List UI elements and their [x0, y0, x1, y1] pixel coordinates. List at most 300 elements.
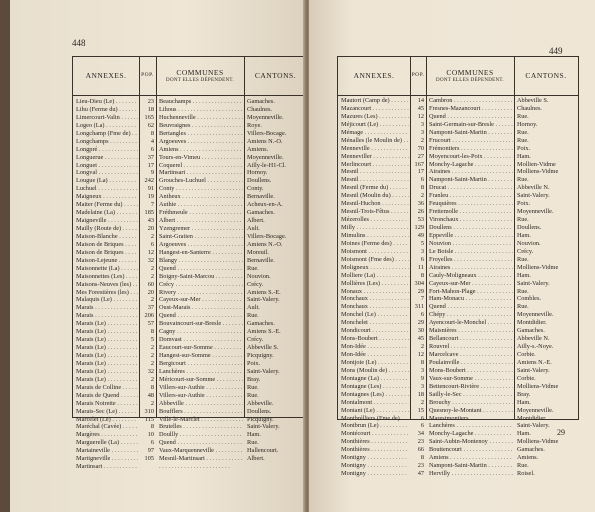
commune-cell: Poulainville . . .: [429, 359, 513, 367]
header-pop: POP.: [141, 72, 154, 79]
commune-cell: Lanchères . . .: [159, 368, 243, 376]
canton-cell: Rue.: [517, 255, 529, 263]
header-communes: [156, 57, 244, 95]
annexe-cell: Marais de Quend . . .: [76, 392, 138, 400]
population-cell: 2: [150, 232, 154, 240]
table-row: [338, 422, 578, 430]
commune-cell: Ville-le-Marclet . . .: [159, 416, 243, 424]
annexe-cell: Longuerue . . .: [76, 154, 138, 162]
table-row: [73, 431, 305, 439]
annexe-cell: Mautort (Camp de) . . .: [341, 97, 409, 105]
table-row: [73, 209, 305, 217]
annexe-cell: Mondicourt . . .: [341, 327, 409, 335]
canton-cell: Saint-Valery.: [517, 279, 550, 287]
annexe-cell: Merlincourt . . .: [341, 161, 409, 169]
annexe-cell: Longchamp (Fme de) . . .: [76, 130, 138, 138]
canton-cell: Corbie.: [517, 374, 536, 382]
table-row: [73, 463, 305, 471]
annexe-cell: Mon-Idée . . .: [341, 351, 409, 359]
canton-cell: Moyenneville.: [247, 153, 284, 161]
table-row: [73, 177, 305, 185]
commune-cell: Domvast . . .: [159, 336, 243, 344]
table-row: [338, 303, 578, 311]
table-row: [73, 162, 305, 170]
canton-cell: Saint-Valery.: [247, 296, 280, 304]
canton-cell: Ault.: [247, 304, 260, 312]
canton-cell: Ham.: [517, 271, 531, 279]
annexe-cell: Moligneux . . .: [341, 264, 409, 272]
canton-cell: Moyenneville.: [247, 113, 284, 121]
table-row: [73, 368, 305, 376]
table-row: [73, 328, 305, 336]
annexe-cell: Mazures (Les) . . .: [341, 113, 409, 121]
commune-cell: Saint-Aubin-Montenoy . . .: [429, 438, 513, 446]
table-row: [338, 224, 578, 232]
commune-cell: [159, 463, 243, 471]
canton-cell: Rue.: [517, 287, 529, 295]
annexe-cell: Montagne (Les) . . .: [341, 383, 409, 391]
annexe-cell: Marais (Le) . . .: [76, 352, 138, 360]
population-cell: 10: [147, 431, 154, 439]
table-row: [338, 407, 578, 415]
table-row: [73, 439, 305, 447]
table-row: [73, 114, 305, 122]
canton-cell: Rue.: [247, 439, 259, 447]
annexe-cell: Maison de Briques . . .: [76, 241, 138, 249]
population-cell: 6: [420, 422, 424, 430]
annexe-cell: Maisons-Neuves (les) . . .: [76, 281, 138, 289]
commune-cell: Bergicourt . . .: [159, 360, 243, 368]
commune-cell: Hervilly . . .: [429, 470, 513, 478]
table-row: [73, 146, 305, 154]
canton-cell: Rue.: [247, 383, 259, 391]
annexe-cell: Mailly (Route de) . . .: [76, 225, 138, 233]
canton-cell: Rue.: [517, 128, 529, 136]
canton-cell: Chaulnes.: [247, 105, 273, 113]
population-cell: 105: [144, 455, 154, 463]
table-row: [338, 105, 578, 113]
canton-cell: Abbeville N.: [517, 335, 550, 343]
commune-cell: Frémontiers . . .: [429, 145, 513, 153]
table-row: [338, 184, 578, 192]
annexe-cell: Moismont . . .: [341, 248, 409, 256]
commune-cell: Villers-sur-Authie . . .: [159, 392, 243, 400]
annexe-cell: Moines (Ferme des) . . .: [341, 240, 409, 248]
canton-cell: Ault.: [247, 225, 260, 232]
population-cell: 43: [147, 217, 154, 225]
annexe-cell: Lieu-Dieu (Le) . . .: [76, 98, 138, 106]
commune-cell: Yzengremer . . .: [159, 225, 243, 233]
canton-cell: Combles.: [517, 295, 541, 303]
population-cell: 49: [417, 231, 424, 239]
population-cell: 2: [150, 344, 154, 352]
annexe-cell: Maison de Briques . . .: [76, 249, 138, 257]
annexe-cell: Mesnil (Ferme du) . . .: [341, 184, 409, 192]
commune-cell: Monchy-Lagache . . .: [429, 430, 513, 438]
header-annexes: ANNEXES.: [353, 71, 395, 81]
table-header: [73, 57, 305, 96]
canton-cell: Moreuil.: [247, 248, 269, 256]
population-cell: 8: [420, 454, 424, 462]
commune-cell: Marcelcave . . .: [429, 351, 513, 359]
population-cell: 6: [420, 414, 424, 422]
table-row: [338, 327, 578, 335]
population-cell: 8: [150, 328, 154, 336]
commune-cell: Quend . . .: [159, 265, 243, 273]
commune-cell: Méricourt-sur-Somme . . .: [159, 376, 243, 384]
table-row: [338, 256, 578, 264]
header-communes-sub: DONT ELLES DÉPENDENT.: [166, 77, 234, 83]
annexe-cell: Montalmont . . .: [341, 399, 409, 407]
annexe-cell: Mesnil . . .: [341, 176, 409, 184]
table-row: [338, 192, 578, 200]
annexe-cell: Ménalles (le Moulin de) . . .: [341, 137, 409, 145]
canton-cell: Saint-Valery.: [517, 422, 550, 430]
table-row: [73, 249, 305, 257]
commune-cell: Bettencourt-Rivière . . .: [429, 383, 513, 391]
commune-cell: Franleu . . .: [429, 192, 513, 200]
canton-cell: Crécy.: [517, 247, 534, 255]
annexe-cell: Maison-Lejeune . . .: [76, 257, 138, 265]
annexe-cell: Mollières (Les) . . .: [341, 280, 409, 288]
canton-cell: Gamaches.: [517, 327, 545, 335]
commune-cell: Cauly-Moligneaux . . .: [429, 272, 513, 280]
population-cell: 70: [417, 144, 424, 152]
commune-cell: Oust-Marais . . .: [159, 304, 243, 312]
table-row: [338, 288, 578, 296]
canton-cell: Gamaches.: [247, 209, 275, 217]
commune-cell: Huchenneville . . .: [159, 114, 243, 122]
table-row: [338, 351, 578, 359]
table-row: [73, 376, 305, 384]
table-row: [338, 343, 578, 351]
canton-cell: Amiens.: [247, 145, 269, 153]
header-cantons: CANTONS.: [525, 71, 567, 81]
commune-cell: Monchy-Lagache . . .: [429, 161, 513, 169]
canton-cell: Doullens.: [247, 177, 272, 185]
population-cell: 15: [417, 406, 424, 414]
annexe-cell: Montagnes (Les) . . .: [341, 391, 409, 399]
population-cell: 9: [420, 374, 424, 382]
commune-cell: Nouvion . . .: [429, 240, 513, 248]
population-cell: 17: [417, 168, 424, 176]
canton-cell: Corbie.: [517, 351, 536, 358]
commune-cell: Brutelles . . .: [159, 423, 243, 431]
table-row: [73, 241, 305, 249]
canton-cell: Molliens-Vidme: [517, 438, 559, 446]
table-row: [73, 400, 305, 408]
table-row: [73, 193, 305, 201]
canton-cell: Roisel.: [517, 470, 535, 478]
canton-cell: Rue.: [517, 112, 529, 120]
population-cell: 311: [414, 303, 424, 311]
table-row: [73, 281, 305, 289]
population-cell: 7: [150, 201, 154, 209]
commune-cell: Vaux-sur-Somme . . .: [429, 375, 513, 383]
population-cell: 304: [414, 279, 424, 287]
canton-cell: Molliens-Vidme: [517, 168, 559, 176]
table-row: [338, 367, 578, 375]
annexe-cell: Monchel (Le) . . .: [341, 311, 409, 319]
annexe-cell: Marais . . .: [76, 304, 138, 312]
canton-cell: Hallencourt.: [247, 447, 279, 455]
commune-cell: Martinsart . . .: [159, 169, 243, 177]
commune-cell: Rivery . . .: [159, 289, 243, 297]
population-cell: 2: [420, 192, 424, 200]
population-cell: 60: [147, 280, 154, 288]
canton-cell: Ailly-s.-Noye.: [517, 343, 554, 351]
commune-cell: Bertangles . . .: [159, 130, 243, 138]
commune-cell: Fort-Mahon-Plage . . .: [429, 288, 513, 296]
commune-cell: Sailly-le-Sec . . .: [429, 391, 513, 399]
annexe-cell: Marais Noirette . . .: [76, 400, 138, 408]
annexe-cell: Madelaine (La) . . .: [76, 209, 138, 217]
table-row: [338, 161, 578, 169]
table-row: [338, 240, 578, 248]
population-cell: 18: [147, 105, 154, 113]
canton-cell: Hornoy.: [517, 120, 538, 128]
canton-cell: Bray.: [517, 390, 531, 398]
population-cell: 8: [150, 383, 154, 391]
population-cell: 3: [420, 247, 424, 255]
canton-cell: Mollien-Vidme: [517, 160, 556, 168]
canton-cell: Amiens S.-E.: [247, 328, 281, 336]
table-row: [73, 455, 305, 463]
table-row: [338, 145, 578, 153]
table-row: [73, 416, 305, 424]
commune-cell: Boigny-Saint-Marcou . . .: [159, 273, 243, 281]
annexe-cell: Longchamps . . .: [76, 138, 138, 146]
table-row: [73, 320, 305, 328]
annexe-cell: Montjoie (Le) . . .: [341, 359, 409, 367]
commune-cell: Argoeuves . . .: [159, 241, 243, 249]
population-cell: 5: [150, 336, 154, 344]
commune-cell: Cagny . . .: [159, 328, 243, 336]
annexe-cell: Montagne (La) . . .: [341, 375, 409, 383]
annexe-cell: Mimulins . . .: [341, 232, 409, 240]
annexe-cell: Luchuel . . .: [76, 185, 138, 193]
table-row: [338, 375, 578, 383]
table-row: [338, 462, 578, 470]
annexe-cell: Monchelet . . .: [341, 319, 409, 327]
canton-cell: Amiens N.-E.: [517, 358, 552, 366]
annexe-cell: Malaquis (Le) . . .: [76, 296, 138, 304]
population-cell: 36: [417, 200, 424, 208]
header-annexes: ANNEXES.: [85, 71, 127, 81]
canton-cell: Moyenneville.: [517, 406, 554, 414]
commune-cell: Fresnes-Mazancourt . . .: [429, 105, 513, 113]
canton-cell: Abbeville.: [247, 399, 274, 407]
commune-cell: Ayencourt-le-Monchel . . .: [429, 319, 513, 327]
commune-cell: Frettemolle . . .: [429, 208, 513, 216]
annexe-cell: Maigneville . . .: [76, 217, 138, 225]
population-cell: 23: [417, 438, 424, 446]
canton-cell: Saint-Valery.: [517, 366, 550, 374]
canton-cell: Bernaville.: [247, 193, 275, 201]
canton-cell: Abbeville N.: [517, 184, 550, 192]
commune-cell: Drucat . . .: [429, 184, 513, 192]
annexe-cell: Marais (Le) . . .: [76, 344, 138, 352]
commune-cell: Villers-sur-Authie . . .: [159, 384, 243, 392]
population-cell: 14: [417, 97, 424, 104]
commune-cell: Doullly . . .: [159, 431, 243, 439]
population-cell: 12: [417, 351, 424, 358]
canton-cell: Ham.: [517, 398, 531, 406]
population-cell: 6: [420, 176, 424, 184]
canton-cell: Molliens-Vidme: [517, 382, 559, 390]
annexe-cell: Marcelet (Le) . . .: [76, 416, 138, 424]
commune-cell: Brouchy . . .: [429, 399, 513, 407]
table-row: [338, 121, 578, 129]
population-cell: 3: [420, 128, 424, 136]
canton-cell: Gamaches.: [247, 320, 275, 328]
page-number: 449: [549, 46, 563, 56]
population-cell: 23: [147, 98, 154, 105]
population-cell: 2: [150, 359, 154, 367]
annexe-cell: Mesnil . . .: [341, 168, 409, 176]
table-row: [73, 304, 305, 312]
annexe-cell: Marais (Le) . . .: [76, 360, 138, 368]
population-cell: 206: [144, 312, 154, 320]
annexe-cell: Molliere (La) . . .: [341, 272, 409, 280]
population-cell: 8: [420, 271, 424, 279]
commune-cell: Hangest-en-Santerre . . .: [159, 249, 243, 257]
canton-cell: Abbeville S.: [247, 344, 279, 352]
canton-cell: Poix.: [517, 200, 531, 208]
canton-cell: Bray.: [247, 375, 261, 383]
commune-cell: Doullens . . .: [429, 224, 513, 232]
commune-cell: Maisnières . . .: [429, 327, 513, 335]
population-cell: 2: [150, 399, 154, 407]
population-cell: 6: [420, 255, 424, 263]
annexe-cell: Margères . . .: [76, 431, 138, 439]
header-pop: POP.: [411, 72, 425, 79]
table-row: [73, 352, 305, 360]
population-cell: 18: [417, 390, 424, 398]
annexe-cell: Mémage . . .: [341, 129, 409, 137]
annexe-cell: Martigneville . . .: [76, 455, 138, 463]
annexe-cell: Marais (Le) . . .: [76, 336, 138, 344]
canton-cell: Montdidier.: [517, 414, 547, 422]
canton-cell: Ham.: [517, 152, 531, 160]
population-cell: 12: [417, 112, 424, 120]
population-cell: 34: [417, 430, 424, 438]
canton-cell: Ham.: [517, 231, 531, 239]
annexe-cell: Longval . . .: [76, 169, 138, 177]
commune-cell: Amiens . . .: [429, 454, 513, 462]
canton-cell: Ham.: [247, 431, 261, 439]
population-cell: 2: [150, 272, 154, 280]
canton-cell: Hornoy.: [247, 169, 268, 177]
commune-cell: Quend . . .: [159, 312, 243, 320]
commune-cell: Quend . . .: [159, 439, 243, 447]
table-row: [73, 447, 305, 455]
canton-cell: Crécy.: [247, 280, 264, 288]
population-cell: 310: [144, 407, 154, 415]
header-cantons: CANTONS.: [254, 71, 297, 81]
table-row: [73, 130, 305, 138]
table-body: [73, 98, 305, 471]
population-cell: 6: [150, 145, 154, 153]
annexe-cell: Marais . . .: [76, 312, 138, 320]
table-row: [338, 430, 578, 438]
annexe-cell: Maiter (Ferme du) . . .: [76, 201, 138, 209]
annexe-cell: Monthières . . .: [341, 438, 409, 446]
annexe-cell: Marguerelle (La) . . .: [76, 439, 138, 447]
population-cell: 32: [147, 367, 154, 375]
population-cell: 8: [420, 358, 424, 366]
population-cell: 3: [420, 366, 424, 374]
canton-cell: Picquigny.: [247, 415, 274, 423]
population-cell: 57: [147, 320, 154, 328]
table-row: [73, 185, 305, 193]
population-cell: 30: [417, 327, 424, 335]
commune-cell: Frucourt . . .: [429, 137, 513, 145]
commune-cell: Chépy . . .: [429, 311, 513, 319]
table-row: [338, 200, 578, 208]
canton-cell: Bernaville.: [247, 256, 275, 264]
population-cell: 29: [417, 287, 424, 295]
table-row: [338, 272, 578, 280]
commune-cell: Le Boisle . . .: [429, 248, 513, 256]
annexe-cell: Montigny . . .: [341, 462, 409, 470]
table-row: [73, 138, 305, 146]
population-cell: 165: [144, 113, 154, 121]
commune-cell: Bouttencourt . . .: [429, 446, 513, 454]
table-body: [338, 97, 578, 478]
commune-cell: Feuquières . . .: [429, 200, 513, 208]
footer-number: 29: [557, 428, 565, 437]
population-cell: 97: [147, 447, 154, 455]
annexe-cell: Maison-Blanche . . .: [76, 233, 138, 241]
canton-cell: Rue.: [247, 264, 259, 272]
commune-cell: Eaucourt-sur-Somme . . .: [159, 344, 243, 352]
table-row: [73, 360, 305, 368]
table-row: [338, 280, 578, 288]
commune-cell: Crécy . . .: [159, 281, 243, 289]
commune-cell: Grouches-Luchuel . . .: [159, 177, 243, 185]
table-row: [73, 312, 305, 320]
table-row: [338, 415, 578, 423]
canton-cell: Poix.: [517, 144, 531, 152]
canton-cell: Rue.: [247, 391, 259, 399]
annexe-cell: Martinsart . . .: [76, 463, 138, 471]
annexe-cell: Méjicourt (Le) . . .: [341, 121, 409, 129]
canton-cell: Rue.: [517, 176, 529, 184]
canton-cell: Abbeville S.: [517, 97, 549, 104]
population-cell: 115: [144, 415, 154, 423]
table-row: [338, 208, 578, 216]
population-cell: 47: [417, 470, 424, 478]
directory-table: [72, 56, 305, 471]
population-cell: 2: [420, 398, 424, 406]
commune-cell: Quesnoy-le-Montant . . .: [429, 407, 513, 415]
table-row: [338, 176, 578, 184]
commune-cell: Cambron . . .: [429, 97, 513, 105]
annexe-cell: Marais de Colline . . .: [76, 384, 138, 392]
table-row: [73, 344, 305, 352]
canton-cell: Molliens-Vidme: [517, 263, 559, 271]
population-cell: 3: [420, 120, 424, 128]
annexe-cell: Marais (Le) . . .: [76, 328, 138, 336]
canton-cell: Acheux-en-A.: [247, 201, 283, 209]
population-cell: 2: [420, 136, 424, 144]
table-row: [338, 113, 578, 121]
population-cell: 2: [150, 264, 154, 272]
page-number: 448: [72, 38, 86, 48]
population-cell: 185: [144, 209, 154, 217]
annexe-cell: Menneville . . .: [341, 145, 409, 153]
